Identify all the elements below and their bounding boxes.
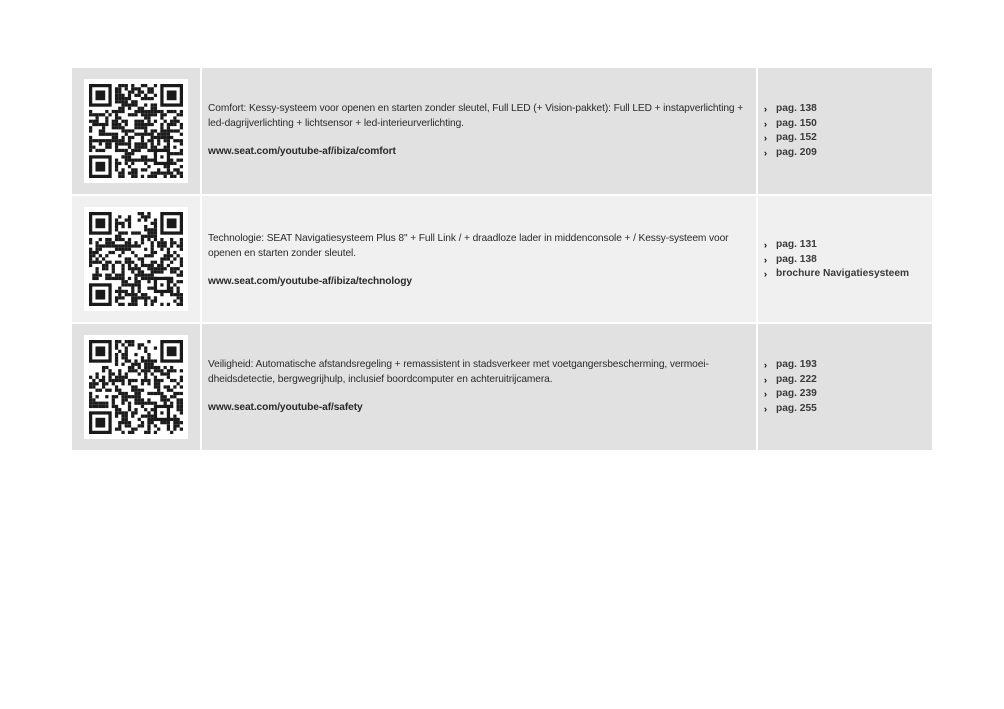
- description-text: Comfort: Kessy-systeem voor openen en starten zonder sleutel, Full LED (+ Vision-pakket): Full LED + instapverlichting + led-dagrijverlichting + lichtsensor + led-interieurverlichting.: [208, 103, 744, 129]
- page-ref-label: pag. 138: [776, 103, 817, 114]
- page-ref-link[interactable]: [764, 373, 928, 388]
- page-ref-link[interactable]: [764, 358, 928, 373]
- page-ref-label: pag. 255: [776, 402, 817, 414]
- page-ref-link[interactable]: [764, 146, 928, 161]
- description-cell: [202, 196, 756, 322]
- page-ref-link[interactable]: [764, 117, 928, 132]
- qr-cell: [72, 324, 200, 450]
- arrow-right-icon: [764, 131, 776, 146]
- page-ref-label: pag. 150: [776, 117, 817, 129]
- video-link[interactable]: www.seat.com/youtube-af/ibiza/technology: [208, 276, 412, 287]
- arrow-right-icon: [764, 253, 776, 268]
- qr-cell: [72, 68, 200, 194]
- qr-code-icon[interactable]: [84, 207, 188, 311]
- arrow-right-icon: [764, 117, 776, 132]
- page-ref-label: brochure Navigatiesysteem: [776, 268, 910, 279]
- arrow-right-icon: [764, 373, 776, 388]
- page-ref-link[interactable]: [764, 267, 928, 282]
- qr-code-icon[interactable]: [84, 79, 188, 183]
- page-ref-link[interactable]: [764, 387, 928, 402]
- description-cell: [202, 68, 756, 194]
- qr-code-icon[interactable]: [84, 335, 188, 439]
- arrow-right-icon: [764, 238, 776, 253]
- arrow-right-icon: [764, 102, 776, 117]
- page-refs-cell: [758, 324, 932, 450]
- arrow-right-icon: [764, 402, 776, 417]
- arrow-right-icon: [764, 146, 776, 161]
- table-row: [72, 324, 932, 450]
- arrow-right-icon: [764, 387, 776, 402]
- page-ref-label: pag. 131: [776, 239, 817, 250]
- arrow-right-icon: [764, 358, 776, 373]
- page-ref-link[interactable]: [764, 402, 928, 417]
- page-ref-label: pag. 193: [776, 359, 817, 370]
- table-row: [72, 68, 932, 194]
- arrow-right-icon: [764, 267, 776, 282]
- page-ref-link[interactable]: [764, 253, 928, 268]
- page-ref-link[interactable]: [764, 238, 928, 253]
- page-ref-link[interactable]: [764, 102, 928, 117]
- qr-cell: [72, 196, 200, 322]
- description-cell: [202, 324, 756, 450]
- description-text: Veiligheid: Automatische afstandsregeling + remassistent in stadsverkeer met voetgangersbescherming, vermoeidheidsdetectie, bergwegrijhulp, inclusief boordcomputer en achteruitrijcamera.: [208, 359, 709, 385]
- page-ref-link[interactable]: [764, 131, 928, 146]
- description-text: Technologie: SEAT Navigatiesysteem Plus 8" + Full Link / + draadloze lader in middenconsole + / Kessy-systeem voor openen en starten zonder sleutel.: [208, 233, 729, 259]
- page-refs-cell: [758, 68, 932, 194]
- table-row: [72, 196, 932, 322]
- page-refs-cell: [758, 196, 932, 322]
- page-ref-label: pag. 152: [776, 132, 817, 143]
- feature-table: [72, 68, 932, 452]
- page-ref-label: pag. 222: [776, 373, 817, 385]
- page-ref-label: pag. 138: [776, 253, 817, 265]
- video-link[interactable]: www.seat.com/youtube-af/safety: [208, 402, 363, 413]
- page-ref-label: pag. 209: [776, 146, 817, 158]
- video-link[interactable]: www.seat.com/youtube-af/ibiza/comfort: [208, 146, 396, 157]
- page-ref-label: pag. 239: [776, 388, 817, 399]
